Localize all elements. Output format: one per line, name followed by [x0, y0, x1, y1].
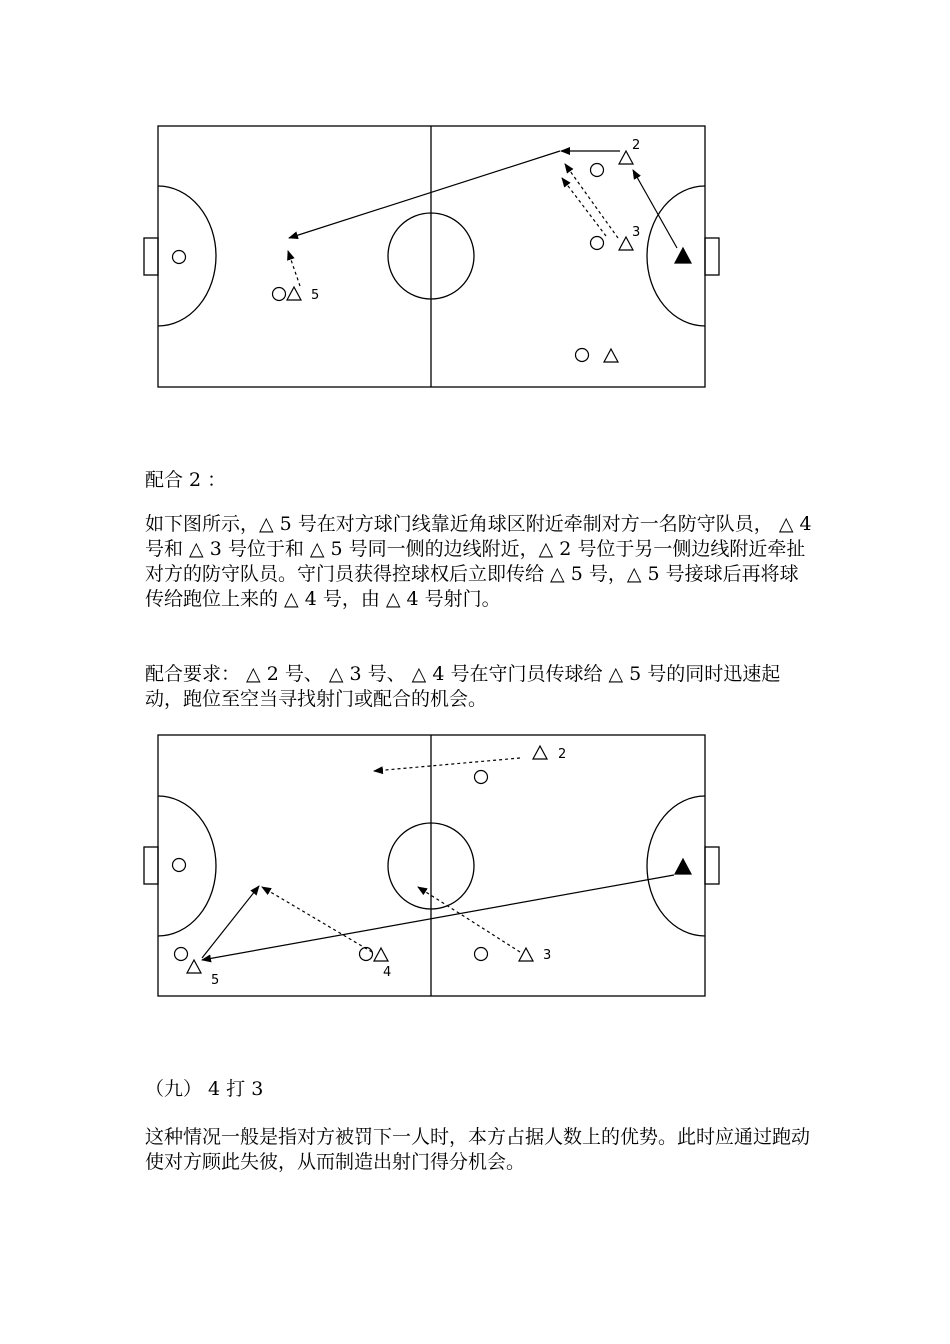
defender [475, 771, 488, 784]
attacker-triangle-3 [519, 948, 533, 961]
right-goal [705, 238, 719, 275]
run-arrow-5 [288, 251, 300, 286]
label-2: 2 [632, 138, 641, 153]
attacker-triangle [604, 349, 618, 362]
goalkeeper-triangle [675, 859, 691, 874]
label-3: 3 [543, 948, 552, 963]
field-diagram-2 [0, 720, 950, 1020]
defender [475, 948, 488, 961]
pitch-lines [144, 126, 719, 387]
defender [576, 349, 589, 362]
goalkeeper-triangle [675, 248, 691, 263]
label-2: 2 [558, 747, 567, 762]
section-4v3-description: 这种情况一般是指对方被罚下一人时，本方占据人数上的优势。此时应通过跑动使对方顾此失彼，从而制造出射门得分机会。 [145, 1126, 811, 1173]
combination-description: 如下图所示，△ 5 号在对方球门线靠近角球区附近牵制对方一名防守队员， △ 4 号和 △ 3 号位于和 △ 5 号同一侧的边线附近，△ 2 号位于另一侧边线附近牵扯对方的防守队员。守门员获得控球权后立即传给 △ 5 号，△ 5 号接球后再将球传给跑位上来的 △ 4 号，由 △ 4 号射门。 [145, 513, 812, 610]
attacker-triangle-3 [619, 237, 633, 250]
defender-goalkeeper [173, 251, 186, 264]
label-4: 4 [383, 965, 392, 980]
left-goal [144, 847, 158, 884]
attacker-triangle-5 [287, 287, 301, 300]
goalkeeper-long-pass [202, 875, 674, 960]
defender-goalkeeper [173, 859, 186, 872]
field-diagram-1 [0, 110, 950, 410]
pass-arrow-long [289, 151, 560, 238]
run-arrow-3b [562, 178, 606, 236]
left-penalty-arc [158, 186, 216, 326]
left-goal [144, 238, 158, 275]
tactics-diagram-1 [0, 110, 950, 410]
defender [360, 948, 373, 961]
defender [591, 237, 604, 250]
section-heading-combination-2: 配合 2 ： [145, 469, 227, 491]
left-penalty-arc [158, 796, 216, 936]
combination-requirement: 配合要求： △ 2 号、 △ 3 号、 △ 4 号在守门员传球给 △ 5 号的同时迅速起动，跑位至空当寻找射门或配合的机会。 [145, 663, 781, 710]
defender [591, 164, 604, 177]
section-heading-4v3: （九） 4 打 3 [145, 1078, 264, 1100]
run-arrow-3 [418, 887, 520, 952]
attacker-triangle-5 [187, 960, 201, 973]
players [173, 746, 692, 973]
label-5: 5 [211, 973, 220, 988]
right-penalty-arc [647, 796, 705, 936]
players [173, 151, 692, 362]
tactics-diagram-2 [0, 720, 950, 1020]
pitch-lines [144, 735, 719, 996]
attacker-triangle-4 [374, 948, 388, 961]
run-arrow-4 [262, 887, 372, 952]
defender [273, 288, 286, 301]
attacker-triangle-2 [533, 746, 547, 759]
label-5: 5 [311, 288, 320, 303]
right-goal [705, 847, 719, 884]
run-arrow-2 [374, 758, 520, 771]
attacker-triangle-2 [619, 151, 633, 164]
run-paths [288, 151, 677, 286]
right-penalty-arc [647, 186, 705, 326]
run-paths [202, 758, 674, 960]
label-3: 3 [632, 225, 641, 240]
run-arrow-3a [565, 164, 618, 238]
defender [175, 948, 188, 961]
